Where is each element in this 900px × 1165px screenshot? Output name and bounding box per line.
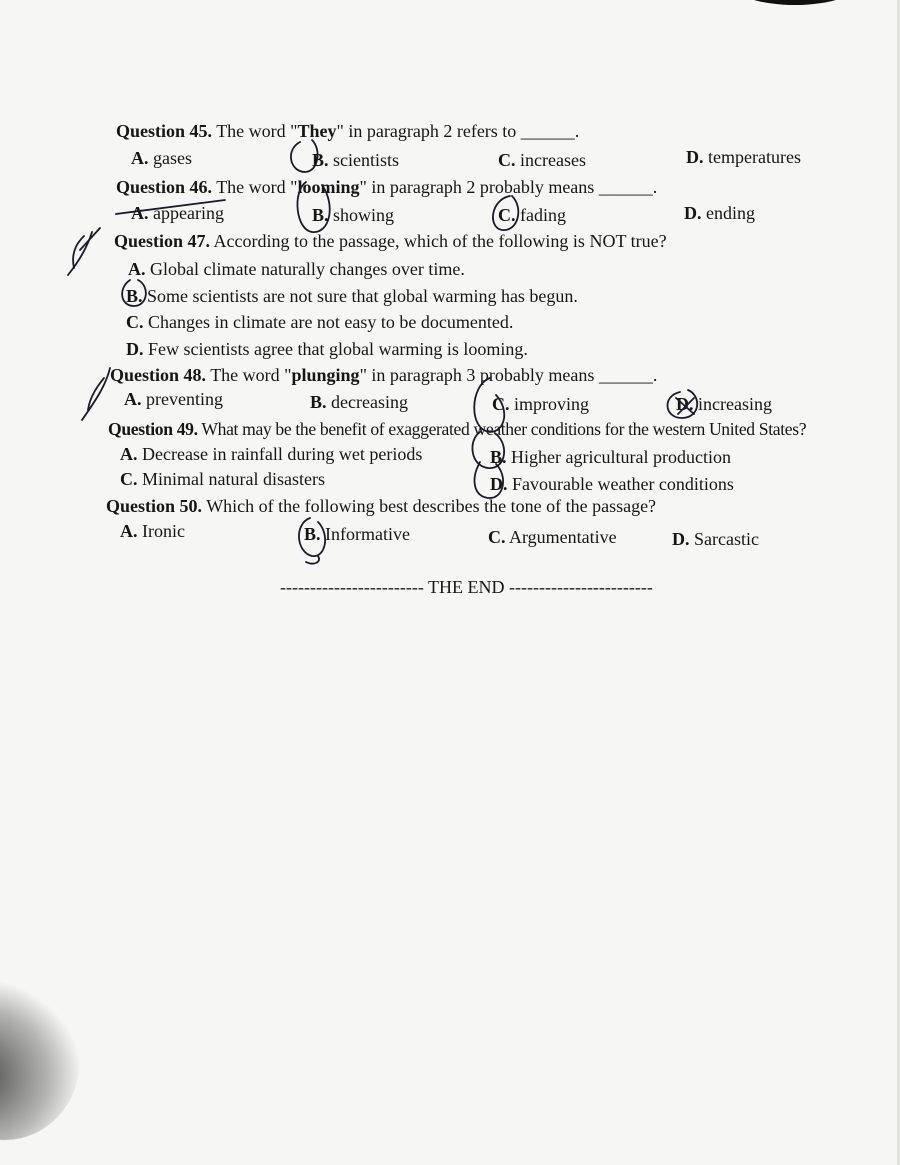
question-label: Question 49. — [108, 419, 198, 439]
question-47 — [114, 230, 667, 252]
thumb-shadow — [0, 980, 80, 1140]
question-text: The word " — [212, 121, 298, 141]
option-a[interactable]: A. Global climate naturally changes over time. — [128, 259, 465, 279]
option-b[interactable]: B. Higher agricultural production — [490, 447, 731, 467]
option-d[interactable]: D. Few scientists agree that global warming is looming. — [126, 339, 528, 359]
question-48 — [110, 364, 657, 386]
option-a[interactable]: A. Decrease in rainfall during wet periods — [120, 444, 423, 464]
question-label: Question 50. — [106, 496, 203, 516]
question-45 — [116, 120, 579, 142]
option-c[interactable]: C. increases — [498, 150, 586, 170]
margin-mark-q47 — [68, 232, 92, 275]
question-49 — [108, 418, 806, 440]
question-text: " in paragraph 3 probably means ______. — [359, 365, 658, 385]
question-text: What may be the benefit of exaggerated weather conditions for the western United States? — [197, 419, 807, 439]
option-c[interactable]: C. fading — [498, 205, 566, 225]
question-text: Which of the following best describes the tone of the passage? — [202, 496, 657, 516]
option-d[interactable]: D. increasing — [676, 394, 772, 414]
question-keyword: They — [297, 121, 337, 141]
option-a[interactable]: A. preventing — [124, 389, 223, 409]
question-label: Question 47. — [114, 231, 211, 251]
option-c[interactable]: C. improving — [492, 394, 589, 414]
option-b[interactable]: B. showing — [312, 205, 395, 225]
question-label: Question 45. — [116, 121, 213, 141]
option-b[interactable]: B. Informative — [304, 524, 410, 544]
option-d[interactable]: D. ending — [684, 203, 755, 223]
option-d[interactable]: D. Favourable weather conditions — [490, 474, 734, 494]
question-label: Question 48. — [110, 365, 207, 385]
question-text: According to the passage, which of the following is NOT true? — [210, 231, 667, 251]
question-text: " in paragraph 2 probably means ______. — [359, 177, 658, 197]
question-50 — [106, 495, 656, 517]
question-keyword: plunging — [291, 365, 360, 385]
option-c[interactable]: C. Argumentative — [488, 527, 617, 547]
option-c[interactable]: C. Minimal natural disasters — [120, 469, 325, 489]
question-text: The word " — [212, 177, 298, 197]
option-b[interactable]: B. Some scientists are not sure that global warming has begun. — [126, 286, 578, 306]
margin-mark-q48 — [82, 368, 110, 420]
question-label: Question 46. — [116, 177, 213, 197]
question-46 — [116, 176, 657, 198]
option-a[interactable]: A. Ironic — [120, 521, 185, 541]
question-keyword: looming — [297, 177, 360, 197]
option-b[interactable]: B. scientists — [312, 150, 400, 170]
option-a[interactable]: A. gases — [131, 148, 192, 168]
option-c[interactable]: C. Changes in climate are not easy to be documented. — [126, 312, 514, 332]
option-d[interactable]: D. temperatures — [686, 147, 801, 167]
question-text: The word " — [206, 365, 292, 385]
the-end-footer: ------------------------ THE END ------------------------ — [280, 577, 653, 597]
question-text: " in paragraph 2 refers to ______. — [336, 121, 580, 141]
option-b[interactable]: B. decreasing — [310, 392, 408, 412]
option-d[interactable]: D. Sarcastic — [672, 529, 759, 549]
option-a[interactable]: A. appearing — [131, 203, 224, 223]
page-corner-shadow — [730, 0, 860, 5]
